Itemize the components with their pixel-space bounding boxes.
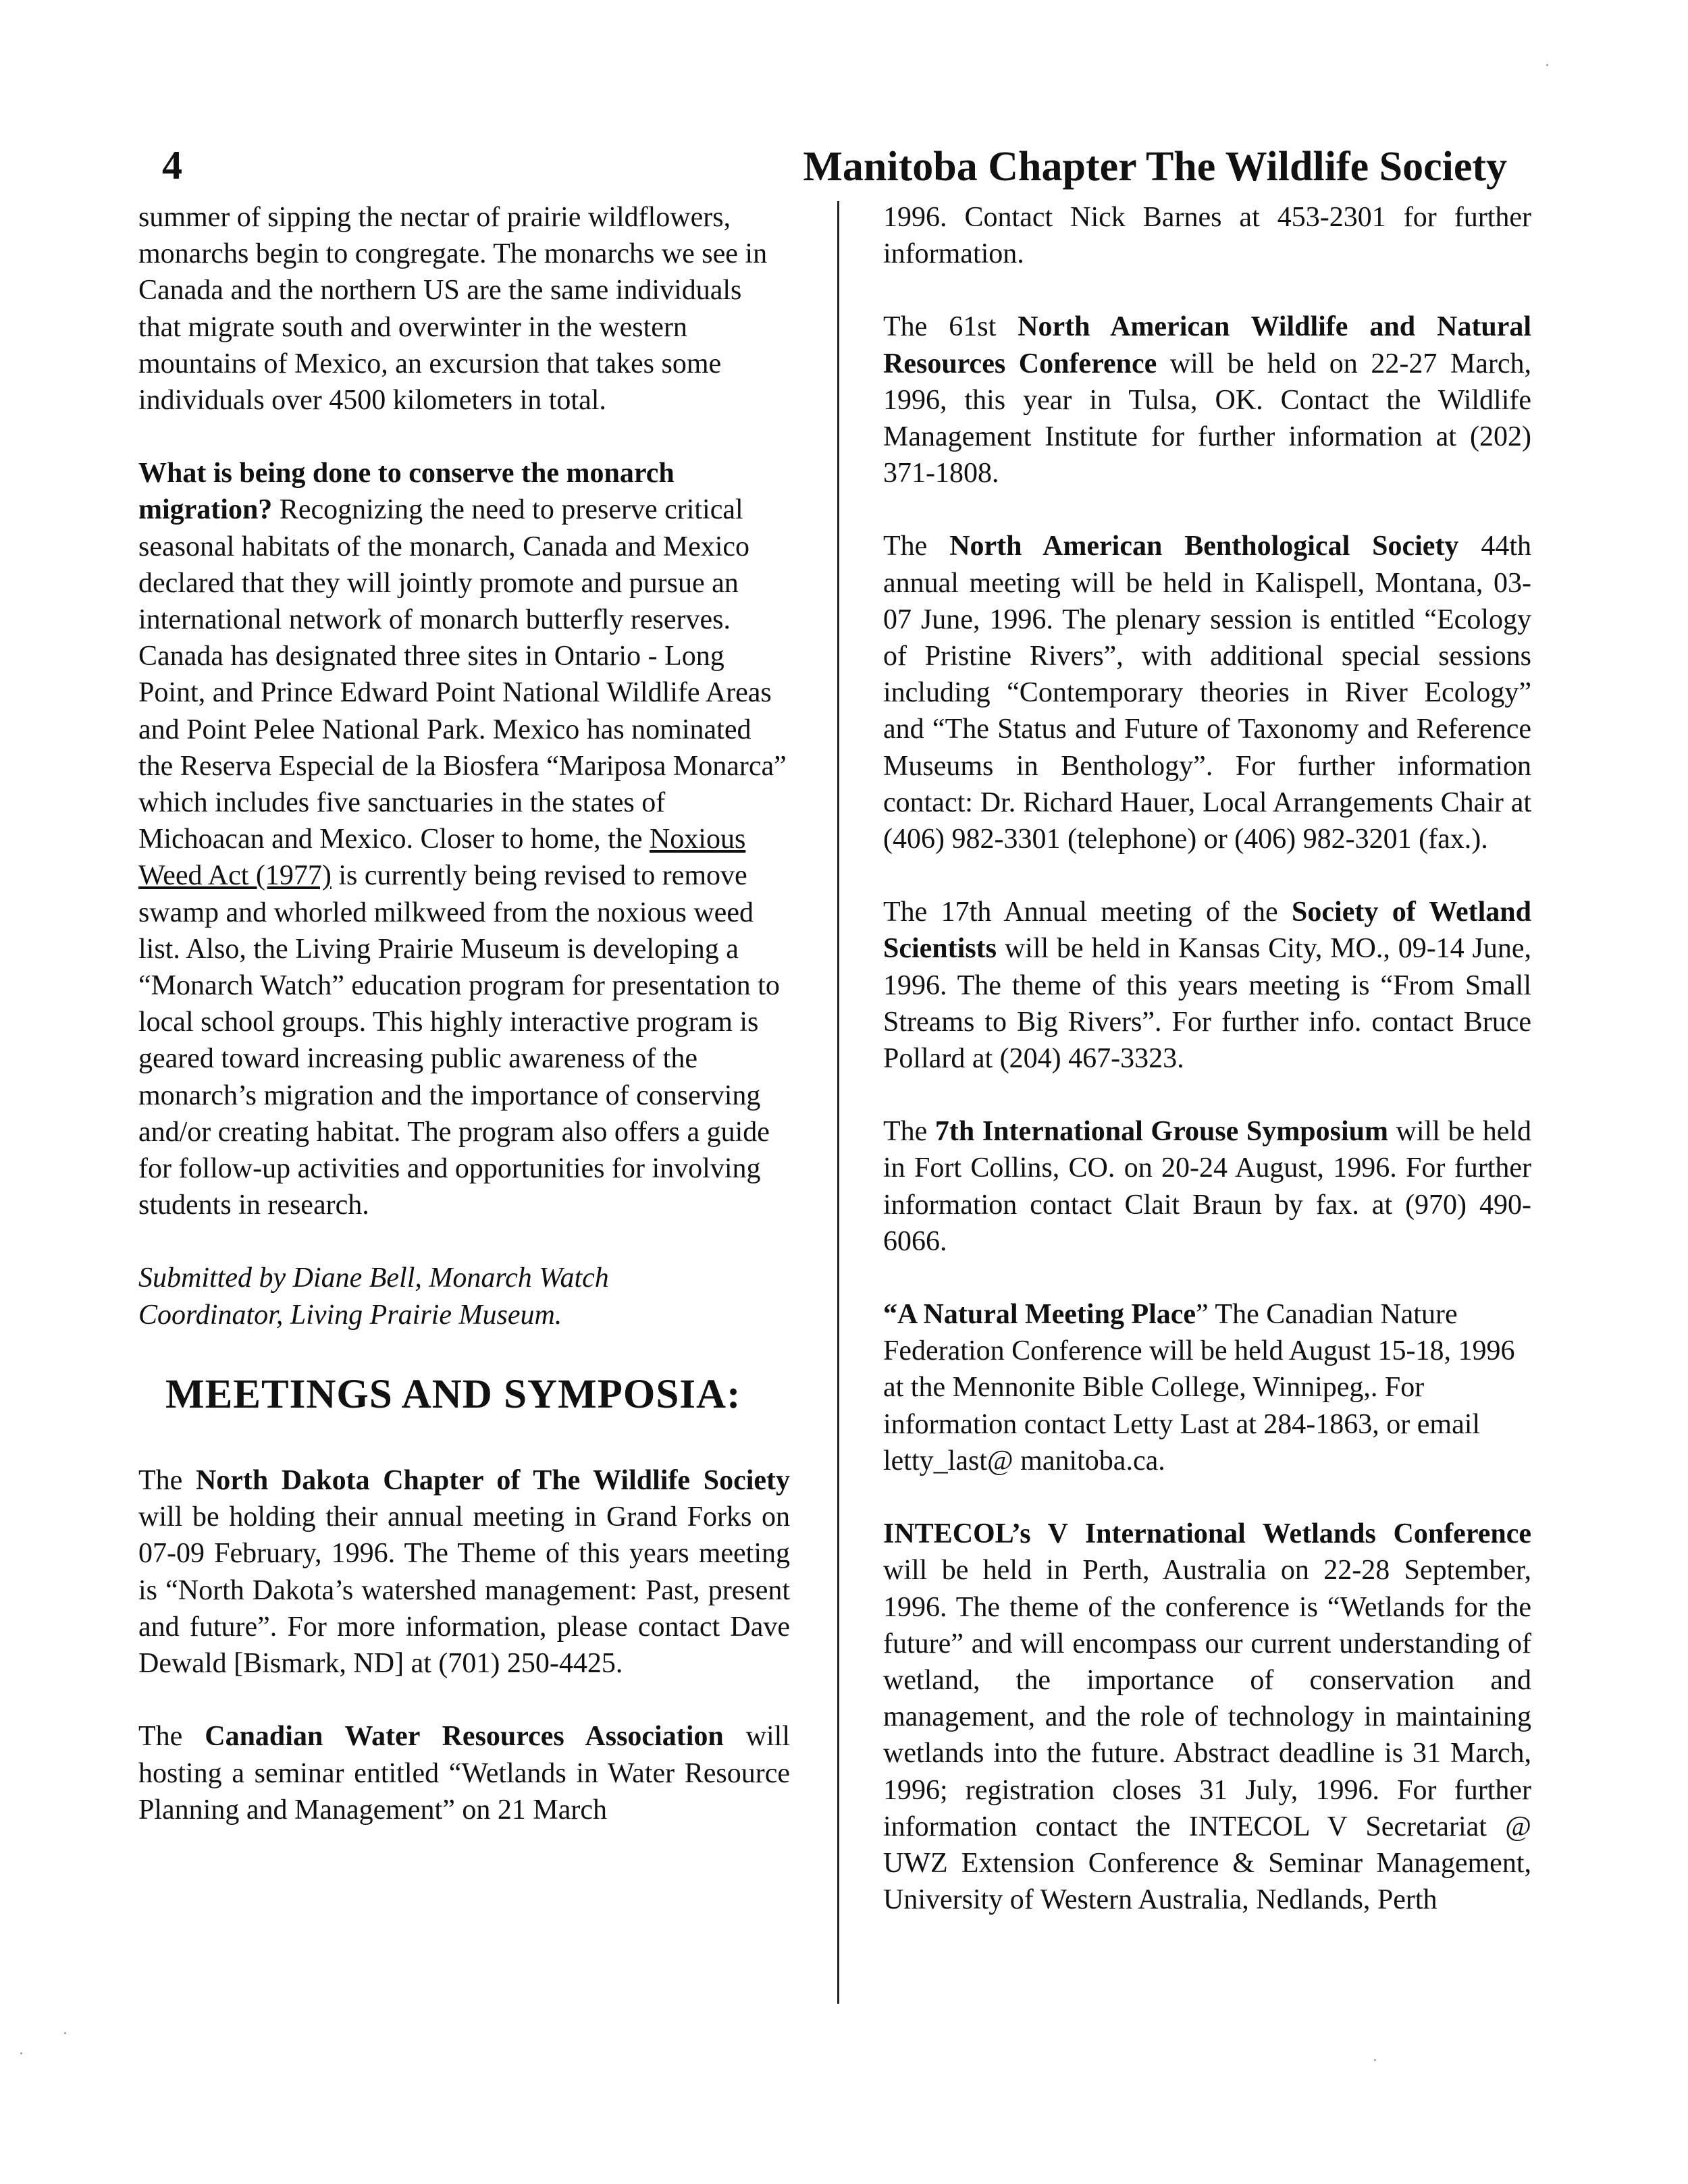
nabs-pre: The — [883, 531, 950, 562]
noxious-weed-act: Noxious Weed Act (1977) — [138, 824, 746, 892]
nd-pre: The — [138, 1465, 196, 1497]
cwra-details: will hosting a seminar entitled “Wetlands in Water Resource Planning and Management” on 21 March — [138, 1721, 790, 1826]
intecol-details: will be held in Perth, Australia on 22-28 September, 1996. The theme of the conference is “Wetlands for the future” and will encompass our current understanding of wetland, the importance of conservation and management, and the role of technology in maintaining wetlands into the future. Abstract deadline is 31 March, 1996; registration closes 31 July, 1996. For further information contact the INTECOL V Secretariat @ UWZ Extension Conference & Seminar Management, University of Western Australia, Nedlands, Perth — [883, 1555, 1531, 1916]
column-divider — [837, 201, 839, 2004]
conservation-heading: What is being done to conserve the monarch migration? — [138, 458, 675, 526]
cwra-pre: The — [138, 1721, 205, 1753]
sws-meeting-notice — [883, 894, 1531, 1077]
sws-pre: The 17th Annual meeting of the — [883, 897, 1292, 928]
grouse-symposium-notice — [883, 1113, 1531, 1260]
nabs-details: 44th annual meeting will be held in Kalispell, Montana, 03-07 June, 1996. The plenary session is entitled “Ecology of Pristine Rivers”, with additional special sessions including “Contemporary theories in River Ecology” and “The Status and Future of Taxonomy and Reference Museums in Benthology”. For further information contact: Dr. Richard Hauer, Local Arrangements Chair at (406) 982-3301 (telephone) or (406) 982-3201 (fax.). — [883, 531, 1531, 855]
conservation-text-part1: Recognizing the need to preserve critical seasonal habitats of the monarch, Canada and Mexico declared that they will jointly promote and pursue an international network of monarch butterfly reserves. Canada has designated three sites in Ontario - Long Point, and Prince Edward Point National Wildlife Areas and Point Pelee National Park. Mexico has nominated the Reserva Especial de la Biosfera “Mariposa Monarca” which includes five sanctuaries in the states of Michoacan and Mexico. Closer to home, the — [138, 494, 787, 855]
byline-line-1: Submitted by Diane Bell, Monarch Watch — [138, 1262, 609, 1294]
grouse-details: will be held in Fort Collins, CO. on 20-24 August, 1996. For further information contact Clait Braun by fax. at (970) 490-6066. — [883, 1116, 1532, 1257]
right-column — [883, 199, 1531, 1954]
left-column — [138, 199, 790, 1865]
cnf-details: ” The Canadian Nature Federation Conference will be held August 15-18, 1996 at the Mennonite Bible College, Winnipeg,. For information contact Letty Last at 284-1863, or email letty_last@ manitoba.ca. — [883, 1299, 1515, 1476]
sws-details: will be held in Kansas City, MO., 09-14 June, 1996. The theme of this years meeting is “From Small Streams to Big Rivers”. For further info. contact Bruce Pollard at (204) 467-3323. — [883, 933, 1531, 1075]
monarch-intro-paragraph: summer of sipping the nectar of prairie wildflowers, monarchs begin to congregate. The monarchs we see in Canada and the northern US are the same individuals that migrate south and overwinter in the western mountains of Mexico, an excursion that takes some individuals over 4500 kilometers in total. — [138, 202, 768, 417]
grouse-symposium-name: 7th International Grouse Symposium — [934, 1116, 1388, 1148]
submission-byline — [138, 1260, 790, 1333]
scan-speck — [64, 2032, 66, 2034]
intecol-conference-name: INTECOL’s V International Wetlands Conference — [883, 1518, 1531, 1550]
byline-line-2: Coordinator, Living Prairie Museum. — [138, 1299, 562, 1331]
cnf-conference-notice — [883, 1296, 1531, 1479]
scan-speck — [1546, 64, 1548, 66]
nawnr-conference-name: North American Wildlife and Natural Resources Conference — [883, 311, 1531, 379]
nabs-meeting-notice — [883, 528, 1531, 857]
nabs-org-name: North American Benthological Society — [949, 531, 1459, 562]
cwra-org-name: Canadian Water Resources Association — [205, 1721, 724, 1753]
nd-org-name: North Dakota Chapter of The Wildlife Society — [195, 1465, 791, 1497]
journal-title: Manitoba Chapter The Wildlife Society — [803, 144, 1507, 190]
sws-org-name: Society of Wetland Scientists — [883, 897, 1531, 965]
cwra-notice — [138, 1718, 790, 1828]
scan-speck — [20, 2052, 22, 2054]
nd-details: will be holding their annual meeting in Grand Forks on 07-09 February, 1996. The Theme of this years meeting is “North Dakota’s watershed management: Past, present and future”. For more information, please contact Dave Dewald [Bismark, ND] at (701) 250-4425. — [138, 1501, 790, 1680]
nawnr-details: will be held on 22-27 March, 1996, this year in Tulsa, OK. Contact the Wildlife Management Institute for further information at (202) 371-1808. — [883, 348, 1531, 489]
scan-speck — [1374, 2059, 1376, 2061]
cwra-continued: 1996. Contact Nick Barnes at 453-2301 for further information. — [883, 202, 1531, 270]
intecol-conference-notice — [883, 1516, 1531, 1918]
north-dakota-chapter-notice — [138, 1462, 790, 1682]
conservation-text-part2: is currently being revised to remove swamp and whorled milkweed from the noxious weed list. Also, the Living Prairie Museum is developing a “Monarch Watch” education program for presentation to local school groups. This highly interactive program is geared toward increasing public awareness of the monarch’s migration and the importance of conserving and/or creating habitat. The program also offers a guide for follow-up activities and opportunities for involving students in research. — [138, 860, 780, 1221]
conservation-paragraph — [138, 455, 790, 1223]
grouse-pre: The — [883, 1116, 935, 1148]
meetings-section-heading: MEETINGS AND SYMPOSIA: — [165, 1371, 741, 1417]
nawnr-pre: The 61st — [883, 311, 1018, 343]
cnf-conference-name: “A Natural Meeting Place — [883, 1299, 1196, 1331]
page-number: 4 — [162, 143, 182, 188]
nawnr-conference-notice — [883, 309, 1531, 491]
